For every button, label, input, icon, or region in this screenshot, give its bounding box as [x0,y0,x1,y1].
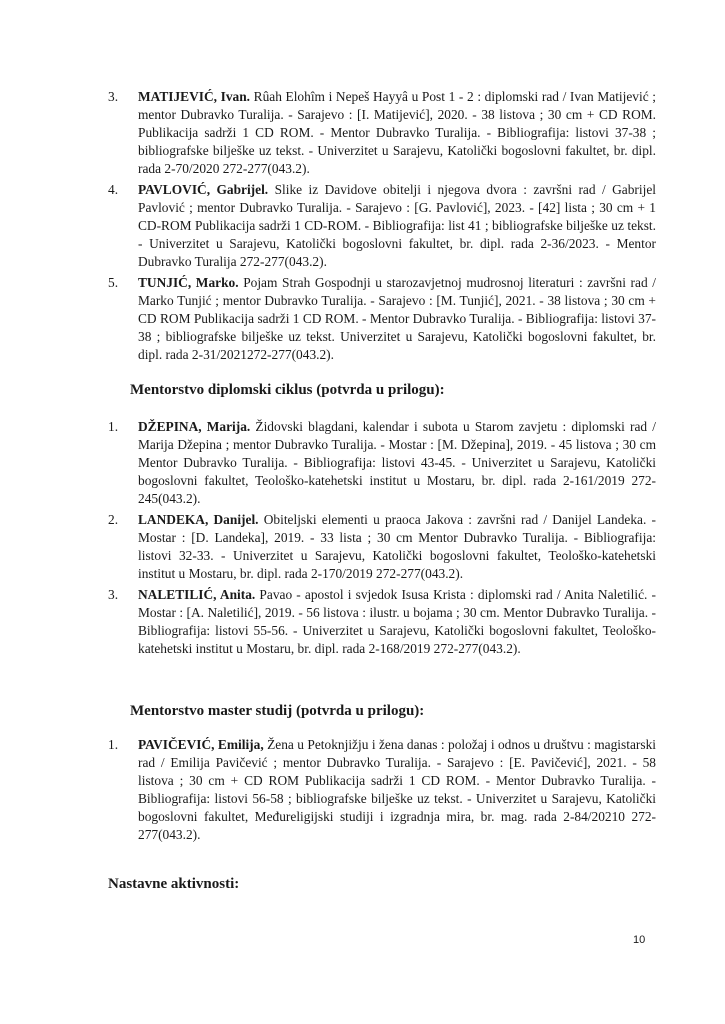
list-item [108,736,656,844]
item-citation: Rûah Elohîm i Nepeš Hayyâ u Post 1 - 2 : diplomski rad / Ivan Matijević ; mentor Dubravko Turalija. - Sarajevo : [I. Matijević], 2020. - 38 listova ; 30 cm + CD ROM. Publikacija sadrži 1 CD ROM. - Mentor Dubravko Turalija. - Bibliografija: listovi 37-38 ; bibliografske bilješke uz tekst. - Univerzitet u Sarajevu, Katolički bogoslovni fakultet, br. dipl. rada 2-70/2020 272-277(043.2). [138,89,656,176]
item-citation: Slike iz Davidove obitelji i njegova dvora : završni rad / Gabrijel Pavlović ; mentor Dubravko Turalija. - Sarajevo : [G. Pavlović], 2023. - [42] lista ; 30 cm + 1 CD-ROM Publikacija sadrži 1 CD-ROM. - Bibliografija: list 41 ; bibliografske bilješke uz tekst. - Univerzitet u Sarajevu, Katolički bogoslovni fakultet, br. dipl. rada 2-36/2023. - Mentor Dubravko Turalija 272-277(043.2). [138,182,656,269]
item-citation: Obiteljski elementi u praoca Jakova : završni rad / Danijel Landeka. - Mostar : [D. Landeka], 2019. - 33 lista ; 30 cm Mentor Dubravko Turalija. - Bibliografija: listovi 32-33. - Univerzitet u Sarajevu, Katolički bogoslovni fakultet, Teološko-katehetski institut u Mostaru, br. dipl. rada 2-170/2019 272-277(043.2). [138,512,656,581]
item-author: NALETILIĆ, Anita. [138,587,256,602]
item-author: PAVLOVIĆ, Gabrijel. [138,182,269,197]
section-heading-diplomski: Mentorstvo diplomski ciklus (potvrda u prilogu): [130,382,445,398]
item-author: MATIJEVIĆ, Ivan. [138,89,251,104]
item-author: DŽEPINA, Marija. [138,419,251,434]
list-item [108,511,656,583]
item-number: 3. [108,89,119,104]
item-number: 2. [108,512,119,527]
list-item [108,586,656,658]
section-heading-nastavne: Nastavne aktivnosti: [108,876,240,892]
item-citation: Židovski blagdani, kalendar i subota u Starom zavjetu : diplomski rad / Marija Džepina ; mentor Dubravko Turalija. - Mostar : [M. Džepina], 2019. - 45 listova ; 30 cm Mentor Dubravko Turalija. - Bibliografija: listovi 43-45. - Univerzitet u Sarajevu, Katolički bogoslovni fakultet, Teološko-katehetski institut u Mostaru, br. dipl. rada 2-161/2019 272-245(043.2). [138,419,656,506]
list-item [108,88,656,178]
item-citation: Žena u Petoknjižju i žena danas : položaj i odnos u društvu : magistarski rad / Emilija Pavičević ; mentor Dubravko Turalija. - Sarajevo : [E. Pavičević], 2021. - 58 listova ; 30 cm + CD ROM Publikacija sadrži 1 CD ROM. - Mentor Dubravko Turalija. - Bibliografija: listovi 56-58 ; bibliografske bilješke uz tekst. - Univerzitet u Sarajevu, Katolički bogoslovni fakultet, Međureligijski studiji i izgradnja mira, br. mag. rada 2-84/20210 272-277(043.2). [138,737,656,842]
section-heading-master: Mentorstvo master studij (potvrda u prilogu): [130,703,425,719]
item-number: 4. [108,182,119,197]
item-number: 5. [108,275,119,290]
item-citation: Pavao - apostol i svjedok Isusa Krista : diplomski rad / Anita Naletilić. - Mostar : [A. Naletilić], 2019. - 56 listova : ilustr. u bojama ; 30 cm. Mentor Dubravko Turalija. - Bibliografija: listovi 55-56. - Univerzitet u Sarajevu, Katolički bogoslovni fakultet, Teološko-katehetski institut u Mostaru, br. dipl. rada 2-168/2019 272-277(043.2). [138,587,656,656]
master-mentorship-list [108,736,656,844]
item-citation: Pojam Strah Gospodnji u starozavjetnoj mudrosnoj literaturi : završni rad / Marko Tunjić ; mentor Dubravko Turalija. - Sarajevo : [M. Tunjić], 2021. - 38 listova ; 30 cm + CD ROM Publikacija sadrži 1 CD ROM. - Mentor Dubravko Turalija. - Bibliografija: listovi 37-38 ; bibliografske bilješke uz tekst. Univerzitet u Sarajevu, Katolički bogoslovni fakultet, br. dipl. rada 2-31/2021272-277(043.2). [138,275,656,362]
list-item [108,181,656,271]
list-item [108,418,656,508]
page-number: 10 [633,934,646,946]
item-number: 3. [108,587,119,602]
list-item [108,274,656,364]
item-author: LANDEKA, Danijel. [138,512,259,527]
item-number: 1. [108,737,119,752]
item-author: TUNJIĆ, Marko. [138,275,239,290]
item-number: 1. [108,419,119,434]
diplomski-mentorship-list [108,418,656,661]
item-author: PAVIČEVIĆ, Emilija, [138,737,264,752]
thesis-mentorship-list [108,88,656,367]
